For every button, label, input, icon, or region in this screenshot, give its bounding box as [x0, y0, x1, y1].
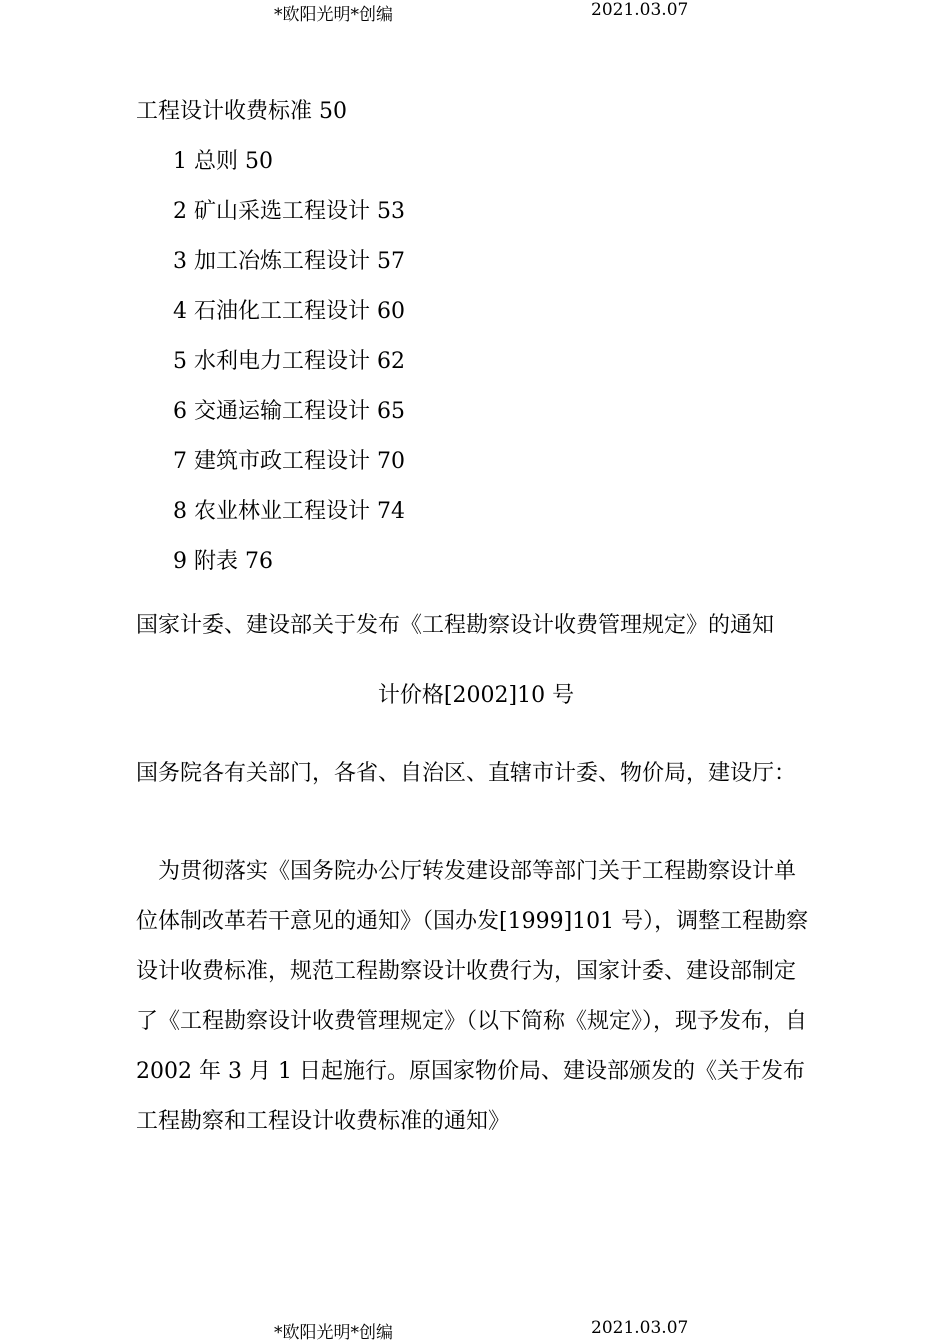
- toc-item: 9 附表 76: [173, 549, 273, 574]
- header-date: 2021.03.07: [591, 0, 689, 20]
- footer-author: *欧阳光明*创编: [274, 1323, 393, 1343]
- notice-title: 国家计委、建设部关于发布《工程勘察设计收费管理规定》的通知: [136, 613, 775, 638]
- body-paragraph: 为贯彻落实《国务院办公厅转发建设部等部门关于工程勘察设计单位体制改革若干意见的通知》（国办发[1999]101 号），调整工程勘察设计收费标准，规范工程勘察设计收费行为，国家计委、建设部制定了《工程勘察设计收费管理规定》（以下简称《规定》），现予发布，自 2002 年 3 月 1 日起施行。原国家物价局、建设部颁发的《关于发布工程勘察和工程设计收费标准的通知》: [136, 859, 809, 1134]
- document-number: 计价格[2002]10 号: [377, 683, 575, 708]
- toc-list: [136, 142, 816, 592]
- header-author: *欧阳光明*创编: [274, 5, 393, 25]
- toc-item: 3 加工冶炼工程设计 57: [173, 249, 405, 274]
- page-footer: [0, 1318, 950, 1342]
- toc-item: 7 建筑市政工程设计 70: [173, 449, 405, 474]
- toc-item: 5 水利电力工程设计 62: [173, 349, 405, 374]
- toc-title: 工程设计收费标准 50: [136, 99, 347, 124]
- salutation: 国务院各有关部门，各省、自治区、直辖市计委、物价局，建设厅：: [136, 761, 797, 786]
- page-header: [0, 0, 950, 24]
- document-body: [136, 92, 816, 1169]
- toc-item: 2 矿山采选工程设计 53: [173, 199, 405, 224]
- footer-date: 2021.03.07: [591, 1318, 689, 1338]
- toc-item: 8 农业林业工程设计 74: [173, 499, 405, 524]
- toc-item: 4 石油化工工程设计 60: [173, 299, 405, 324]
- toc-item: 1 总则 50: [173, 149, 273, 174]
- toc-item: 6 交通运输工程设计 65: [173, 399, 405, 424]
